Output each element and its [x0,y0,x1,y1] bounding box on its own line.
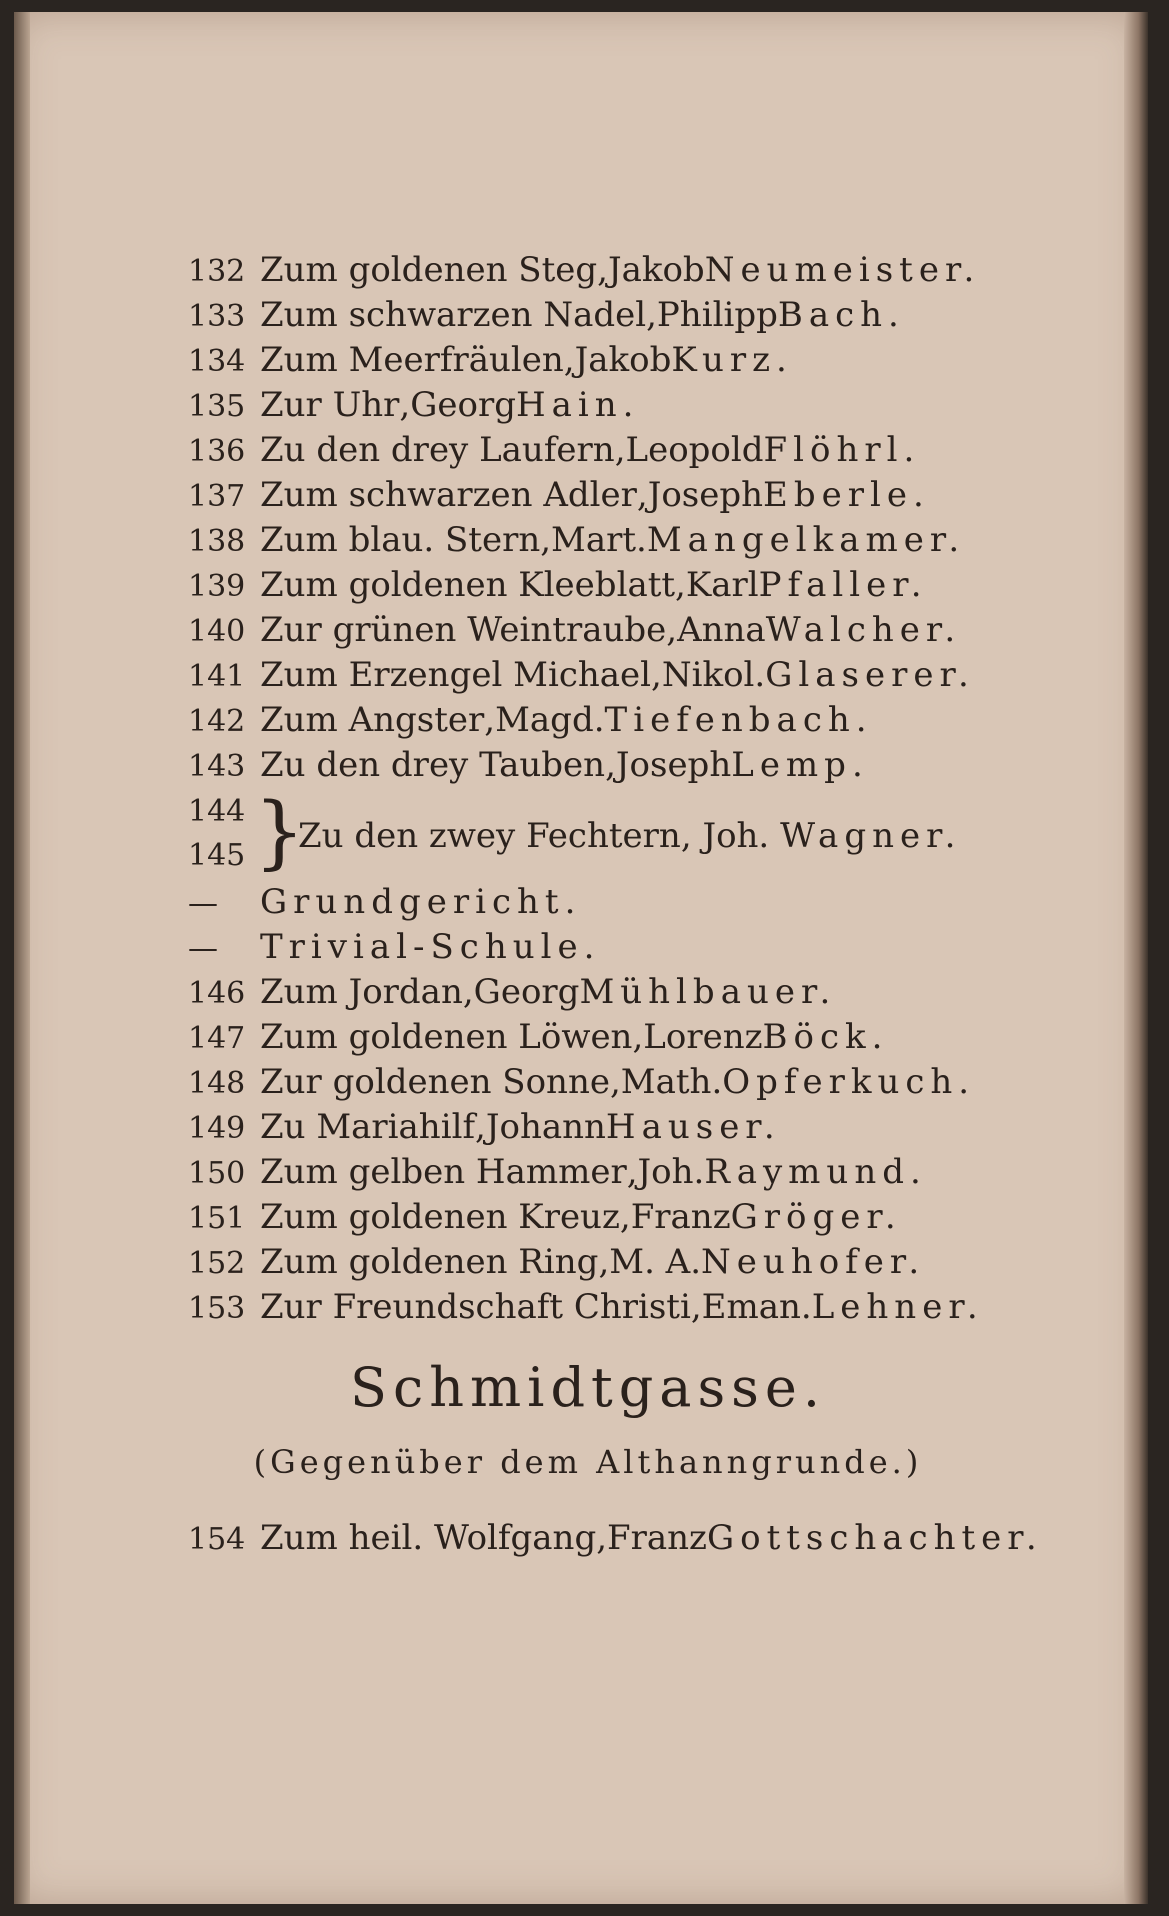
entry-person: Georg [473,972,580,1012]
entry-name: Zum blau. Stern [260,520,541,560]
entry-number: 154 [188,1522,246,1557]
entry-row [188,338,988,383]
entry-name: Zu Mariahilf [260,1107,476,1147]
entry-row [188,1015,988,1060]
entry-row [188,383,988,428]
entry-surname: Neuhofer. [701,1242,926,1282]
entry-separator: , [563,340,575,380]
entry-name: Zur Uhr [260,385,400,425]
entry-person: Joh. [637,1152,705,1192]
entry-surname: Bach. [777,295,905,335]
brace-entry [188,785,988,880]
entry-separator: , [626,1152,638,1192]
entry-number: 135 [188,389,246,424]
entry-person: Joseph [615,745,732,785]
entry-number: 139 [188,569,246,604]
entry-person: M. A. [609,1242,702,1282]
entry-separator: , [636,475,648,515]
directory-listing [188,248,1043,1561]
entry-row [188,1105,988,1150]
entry-row [188,743,988,788]
entry-surname: Böck. [762,1017,889,1057]
entry-row [188,608,988,653]
entry-name: Zum schwarzen Nadel [260,295,647,335]
brace-numbers [188,790,248,878]
entry-separator: , [646,295,657,335]
entry-row [188,698,988,743]
entry-dash: — [188,886,218,921]
entry-name: Zum goldenen Kleeblatt [260,565,676,605]
entry-name: Zu den zwey Fechtern [298,816,681,856]
entry-surname: Hauser. [605,1107,781,1147]
entry-name: Zum schwarzen Adler [260,475,637,515]
entry-row [188,1285,988,1330]
entry-number: 133 [188,299,246,334]
entry-person: Eman. [701,1287,812,1327]
entry-person: Jakob [607,250,705,290]
entry-separator: , [632,1017,644,1057]
entry-number: 141 [188,659,246,694]
entry-person: Franz [607,1518,707,1558]
entry-surname: Eberle. [763,475,930,515]
entry-person: Joh. [702,816,770,856]
entry-name: Zum Meerfräulen [260,340,564,380]
entry-name: Zum Erzengel Michael [260,655,652,695]
entry-name: Zur Freundschaft Christi [260,1287,691,1327]
entry-number: 152 [188,1246,246,1281]
entry-name: Zum gelben Hammer [260,1152,627,1192]
entry-name: Zur goldenen Sonne [260,1062,610,1102]
entry-number: 132 [188,254,246,289]
entry-row [188,1195,988,1240]
entry-row [188,518,988,563]
entry-row [188,473,988,518]
entry-surname: Flöhrl. [763,430,921,470]
entry-number: 150 [188,1156,246,1191]
entry-surname: Raymund. [704,1152,927,1192]
entry-surname: Hain. [515,385,640,425]
entry-row [188,1516,1043,1561]
entry-person: Georg [410,385,516,425]
entry-person: Anna [677,610,766,650]
entry-person: Philipp [656,295,778,335]
entry-separator: , [614,430,626,470]
entry-name: Zu den drey Tauben [260,745,606,785]
entry-surname: Walcher. [765,610,962,650]
entry-person: Karl [685,565,759,605]
dash-entry [188,925,988,970]
entry-surname: Lemp. [731,745,869,785]
entry-list-1 [188,248,988,788]
section-subheading: (Gegenüber dem Althanngrunde.) [253,1443,923,1481]
entry-separator: , [475,1107,486,1147]
entry-name: Zum goldenen Löwen [260,1017,633,1057]
curly-brace: } [254,785,305,878]
dash-entry [188,880,988,925]
entry-surname: Wagner. [780,816,962,856]
entry-separator: , [597,250,608,290]
entry-row [188,1240,988,1285]
entry-name: Zum goldenen Kreuz [260,1197,620,1237]
entry-list-2 [188,970,988,1330]
entry-separator: , [651,655,662,695]
entry-person: Leopold [625,430,764,470]
entry-number: 144 [188,794,246,829]
entry-number: 146 [188,976,246,1011]
entry-separator: , [609,1062,621,1102]
entry-number: 147 [188,1021,246,1056]
entry-separator: , [666,610,678,650]
entry-separator: , [540,520,552,560]
entry-row [188,293,988,338]
page-gutter [14,12,30,1904]
entry-dash: — [188,931,218,966]
entry-separator: , [675,565,686,605]
entry-number: 137 [188,479,246,514]
entry-number: 143 [188,749,246,784]
entry-name: Zu den drey Laufern [260,430,615,470]
entry-text: Grundgericht. [260,882,582,922]
entry-number: 149 [188,1111,246,1146]
entry-surname: Pfaller. [758,565,928,605]
entry-name: Zum Angster [260,700,485,740]
entry-person: Franz [630,1197,731,1237]
entry-row [188,1150,988,1195]
entry-row [188,428,988,473]
entry-person: Lorenz [643,1017,763,1057]
entry-surname: Mühlbauer. [579,972,837,1012]
entry-surname: Gottschachter. [706,1518,1043,1558]
section-heading: Schmidtgasse. [349,1356,827,1419]
entry-text: Zu den zwey Fechtern, Joh. Wagner. [298,816,962,856]
entry-separator: , [690,1287,702,1327]
entry-separator: , [484,700,496,740]
entry-number: 148 [188,1066,246,1101]
entry-surname: Lehner. [811,1287,984,1327]
entry-row [188,1060,988,1105]
entry-surname: Gröger. [730,1197,902,1237]
entry-person: Nikol. [661,655,766,695]
entry-name: Zum goldenen Steg [260,250,598,290]
entry-number: 136 [188,434,246,469]
entry-person: Math. [620,1062,723,1102]
entry-separator: , [399,385,411,425]
entry-person: Joseph [647,475,764,515]
entry-row [188,653,988,698]
entry-separator: , [462,972,474,1012]
entry-row [188,563,988,608]
entry-separator: , [596,1518,608,1558]
entry-surname: Mangelkamer. [646,520,966,560]
entry-row [188,248,988,293]
entry-person: Magd. [495,700,605,740]
entry-separator: , [619,1197,631,1237]
entry-person: Johann [485,1107,606,1147]
entry-name: Zum goldenen Ring [260,1242,599,1282]
entry-number: 140 [188,614,246,649]
entry-surname: Glaserer. [765,655,975,695]
entry-list-3 [188,1516,1043,1561]
entry-person: Jakob [574,340,672,380]
entry-surname: Neumeister. [704,250,981,290]
entry-number: 153 [188,1291,246,1326]
entry-name: Zum heil. Wolfgang [260,1518,597,1558]
page-edge [1124,12,1148,1904]
entry-surname: Tiefenbach. [604,700,873,740]
entry-surname: Kurz. [671,340,793,380]
entry-number: 145 [188,838,246,873]
entry-name: Zur grünen Weintraube [260,610,667,650]
entry-number: 151 [188,1201,246,1236]
entry-person: Mart. [551,520,647,560]
entry-surname: Opferkuch. [722,1062,976,1102]
entry-number: 134 [188,344,246,379]
entry-name: Zum Jordan [260,972,463,1012]
entry-separator: , [598,1242,610,1282]
entry-number: 138 [188,524,246,559]
entry-row [188,970,988,1015]
entry-separator: , [605,745,616,785]
entry-text: Trivial-Schule. [260,927,601,967]
entry-number: 142 [188,704,246,739]
